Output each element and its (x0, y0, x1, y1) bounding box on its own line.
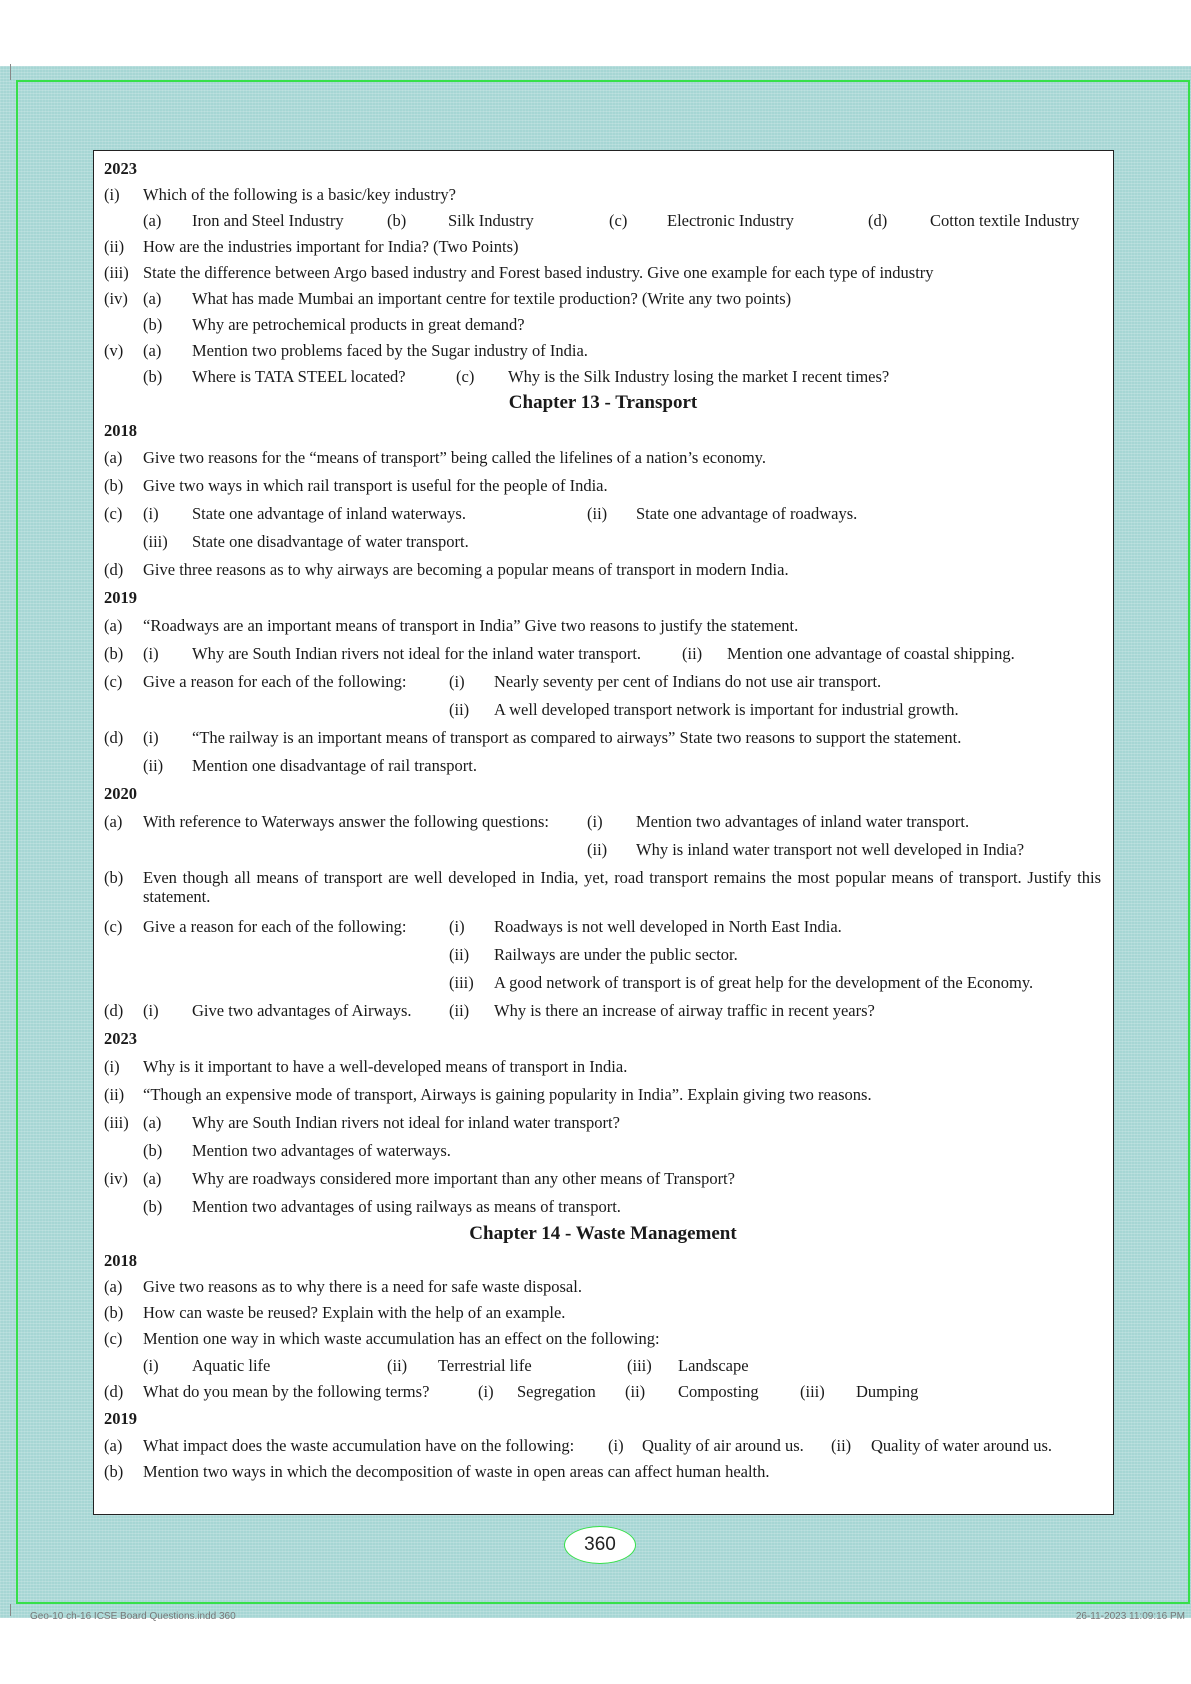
option-label: (a) (143, 211, 162, 230)
question-text: Mention two advantages of inland water transport. (636, 812, 970, 831)
sub-label: (i) (449, 672, 465, 691)
question-text: Nearly seventy per cent of Indians do not use air transport. (494, 672, 882, 691)
question-label: (iv) (104, 289, 128, 308)
sub-label: (i) (143, 1001, 159, 1020)
question-text: Quality of water around us. (871, 1436, 1052, 1455)
sub-label: (ii) (143, 756, 164, 775)
question-label: (iii) (104, 1113, 129, 1132)
question-text: Why are roadways considered more important than any other means of Transport? (192, 1169, 735, 1188)
question-text: Mention two ways in which the decomposition of waste in open areas can affect human health. (143, 1462, 770, 1481)
question-text: What impact does the waste accumulation have on the following: (143, 1436, 575, 1455)
question-text: Mention two problems faced by the Sugar industry of India. (192, 341, 588, 360)
sub-label: (i) (143, 728, 159, 747)
question-text: Why are South Indian rivers not ideal for inland water transport? (192, 1113, 620, 1132)
year-heading: 2019 (104, 1409, 137, 1428)
question-text: State one advantage of roadways. (636, 504, 858, 523)
question-text: Why are South Indian rivers not ideal for the inland water transport. (192, 644, 642, 663)
question-label: (d) (104, 728, 124, 747)
question-text: Which of the following is a basic/key industry? (143, 185, 456, 204)
question-text: Where is TATA STEEL located? (192, 367, 406, 386)
option-text: Silk Industry (448, 211, 534, 230)
sub-label: (ii) (449, 700, 470, 719)
sub-label: (ii) (449, 1001, 470, 1020)
option-text: Cotton textile Industry (930, 211, 1080, 230)
sub-label: (a) (143, 289, 162, 308)
question-label: (b) (104, 1303, 124, 1322)
sub-label: (i) (478, 1382, 494, 1401)
sub-label: (i) (449, 917, 465, 936)
sub-label: (ii) (831, 1436, 852, 1455)
question-text: How can waste be reused? Explain with the help of an example. (143, 1303, 566, 1322)
sub-label: (ii) (587, 504, 608, 523)
question-text: How are the industries important for India? (Two Points) (143, 237, 519, 256)
chapter-title: Chapter 13 - Transport (508, 392, 698, 413)
sub-label: (b) (143, 1141, 163, 1160)
question-text: Why is the Silk Industry losing the market I recent times? (508, 367, 890, 386)
crop-mark (10, 1604, 11, 1616)
question-label: (c) (104, 672, 123, 691)
page-number: 360 (564, 1526, 636, 1564)
sub-label: (i) (143, 644, 159, 663)
question-text: “Though an expensive mode of transport, Airways is gaining popularity in India”. Explain giving two reasons. (143, 1085, 872, 1104)
question-text: A well developed transport network is important for industrial growth. (494, 700, 959, 719)
sub-label: (ii) (449, 945, 470, 964)
option-text: Iron and Steel Industry (192, 211, 344, 230)
sub-label: (i) (587, 812, 603, 831)
sub-label: (a) (143, 341, 162, 360)
question-text: Mention one way in which waste accumulation has an effect on the following: (143, 1329, 660, 1348)
question-label: (a) (104, 616, 123, 635)
question-label: (iv) (104, 1169, 128, 1188)
sub-label: (ii) (587, 840, 608, 859)
sub-label: (ii) (625, 1382, 646, 1401)
question-text: Terrestrial life (438, 1356, 532, 1375)
sub-label: (b) (143, 1197, 163, 1216)
sub-label: (iii) (800, 1382, 825, 1401)
question-text: Landscape (678, 1356, 749, 1375)
sub-label: (c) (456, 367, 475, 386)
question-text: Quality of air around us. (642, 1436, 804, 1455)
sub-label: (i) (608, 1436, 624, 1455)
sub-label: (i) (143, 1356, 159, 1375)
question-label: (a) (104, 1436, 123, 1455)
year-heading: 2023 (104, 159, 137, 178)
question-text: Give a reason for each of the following: (143, 917, 407, 936)
question-label: (i) (104, 185, 120, 204)
question-label: (d) (104, 560, 124, 579)
option-label: (d) (868, 211, 888, 230)
question-text: State one advantage of inland waterways. (192, 504, 466, 523)
year-heading: 2020 (104, 784, 137, 803)
question-text: With reference to Waterways answer the following questions: (143, 812, 549, 831)
question-label: (ii) (104, 237, 125, 256)
question-label: (iii) (104, 263, 129, 282)
question-label: (a) (104, 1277, 123, 1296)
question-text: Mention one advantage of coastal shipping. (727, 644, 1015, 663)
option-label: (c) (609, 211, 628, 230)
sub-label: (iii) (449, 973, 474, 992)
year-heading: 2023 (104, 1029, 137, 1048)
option-text: Electronic Industry (667, 211, 794, 230)
sub-label: (ii) (682, 644, 703, 663)
sub-label: (ii) (387, 1356, 408, 1375)
question-text: What has made Mumbai an important centre for textile production? (Write any two points) (192, 289, 792, 308)
question-text: Give two reasons as to why there is a need for safe waste disposal. (143, 1277, 582, 1296)
question-text: Give two reasons for the “means of transport” being called the lifelines of a nation’s economy. (143, 448, 766, 467)
footer-timestamp (1076, 1608, 1185, 1616)
question-text: Why is there an increase of airway traffic in recent years? (494, 1001, 875, 1020)
question-text: State one disadvantage of water transport. (192, 532, 469, 551)
question-text: Aquatic life (192, 1356, 271, 1375)
question-label: (v) (104, 341, 124, 360)
question-text: State the difference between Argo based industry and Forest based industry. Give one example for each type of industry (143, 263, 934, 282)
sub-label: (a) (143, 1169, 162, 1188)
question-panel (93, 150, 1114, 1515)
footer-file-name (30, 1608, 236, 1616)
question-text: Roadways is not well developed in North East India. (494, 917, 842, 936)
question-label: (b) (104, 476, 124, 495)
question-label: (c) (104, 504, 123, 523)
sub-label: (b) (143, 367, 163, 386)
crop-mark (10, 64, 11, 80)
question-label: (c) (104, 1329, 123, 1348)
year-heading: 2019 (104, 588, 137, 607)
sub-label: (b) (143, 315, 163, 334)
year-heading: 2018 (104, 421, 137, 440)
question-label: (b) (104, 1462, 124, 1481)
question-text: “Roadways are an important means of transport in India” Give two reasons to justify the statement. (143, 616, 799, 635)
chapter-title: Chapter 14 - Waste Management (469, 1223, 737, 1244)
question-text: Dumping (856, 1382, 919, 1401)
question-text: Segregation (517, 1382, 596, 1401)
question-text: What do you mean by the following terms? (143, 1382, 430, 1401)
question-label: (b) (104, 644, 124, 663)
question-text: Mention one disadvantage of rail transport. (192, 756, 478, 775)
sub-label: (iii) (627, 1356, 652, 1375)
question-text: Even though all means of transport are well developed in India, yet, road transport remains the most popular means of transport. Justify this statement. (143, 868, 1101, 906)
option-label: (b) (387, 211, 407, 230)
question-text: Give two ways in which rail transport is useful for the people of India. (143, 476, 608, 495)
question-text: “The railway is an important means of transport as compared to airways” State two reasons to support the statement. (192, 728, 962, 747)
question-label: (i) (104, 1057, 120, 1076)
question-text: Why is inland water transport not well developed in India? (636, 840, 1025, 859)
question-text: Why are petrochemical products in great demand? (192, 315, 525, 334)
sub-label: (a) (143, 1113, 162, 1132)
question-text: Composting (678, 1382, 759, 1401)
question-label: (d) (104, 1001, 124, 1020)
question-label: (c) (104, 917, 123, 936)
question-text: Railways are under the public sector. (494, 945, 738, 964)
sub-label: (iii) (143, 532, 168, 551)
question-text: A good network of transport is of great help for the development of the Economy. (494, 973, 1034, 992)
sub-label: (i) (143, 504, 159, 523)
question-text: Give three reasons as to why airways are becoming a popular means of transport in modern India. (143, 560, 789, 579)
question-label: (b) (104, 868, 124, 887)
question-label: (d) (104, 1382, 124, 1401)
question-label: (a) (104, 448, 123, 467)
question-text: Mention two advantages of waterways. (192, 1141, 451, 1160)
question-label: (ii) (104, 1085, 125, 1104)
question-text: Give a reason for each of the following: (143, 672, 407, 691)
question-label: (a) (104, 812, 123, 831)
question-text: Why is it important to have a well-developed means of transport in India. (143, 1057, 628, 1076)
year-heading: 2018 (104, 1251, 137, 1270)
question-text: Give two advantages of Airways. (192, 1001, 412, 1020)
question-text: Mention two advantages of using railways as means of transport. (192, 1197, 621, 1216)
